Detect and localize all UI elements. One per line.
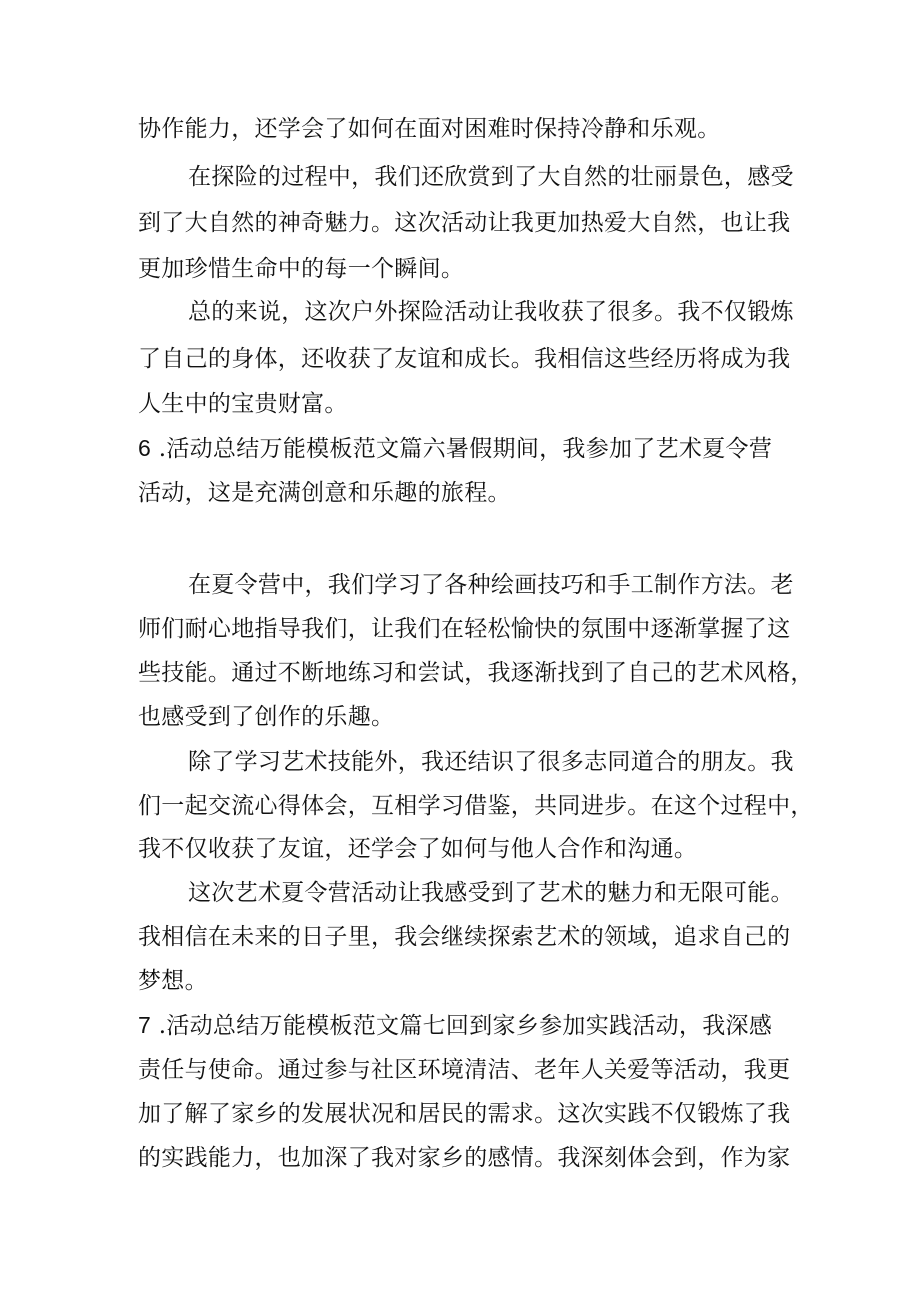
paragraph-line: 也感受到了创作的乐趣。 bbox=[138, 704, 395, 730]
paragraph-line: 了自己的身体，还收获了友谊和成长。我相信这些经历将成为我 bbox=[138, 346, 791, 372]
paragraph-line: 梦想。 bbox=[138, 968, 208, 994]
paragraph-line: 我相信在未来的日子里，我会继续探索艺术的领域，追求自己的 bbox=[138, 924, 791, 950]
paragraph-line: 在探险的过程中，我们还欣赏到了大自然的壮丽景色，感受 bbox=[188, 164, 794, 190]
paragraph-line: 活动，这是充满创意和乐趣的旅程。 bbox=[138, 480, 511, 506]
section-heading-text: .活动总结万能模板范文篇七回到家乡参加实践活动，我深感 bbox=[158, 1013, 773, 1039]
section-number: 6 bbox=[138, 435, 152, 461]
paragraph-line: 们一起交流心得体会，互相学习借鉴，共同进步。在这个过程中， bbox=[138, 793, 814, 819]
paragraph-line: 的实践能力，也加深了我对家乡的感情。我深刻体会到，作为家 bbox=[138, 1145, 791, 1171]
paragraph-line: 协作能力，还学会了如何在面对困难时保持冷静和乐观。 bbox=[138, 116, 721, 142]
section-heading-text: .活动总结万能模板范文篇六暑假期间，我参加了艺术夏令营 bbox=[158, 436, 773, 462]
section-number: 7 bbox=[138, 1012, 152, 1038]
paragraph-line: 我不仅收获了友谊，还学会了如何与他人合作和沟通。 bbox=[138, 836, 698, 862]
paragraph-line: 在夏令营中，我们学习了各种绘画技巧和手工制作方法。老 bbox=[188, 572, 794, 598]
paragraph-line: 师们耐心地指导我们，让我们在轻松愉快的氛围中逐渐掌握了这 bbox=[138, 616, 791, 642]
paragraph-line: 到了大自然的神奇魅力。这次活动让我更加热爱大自然，也让我 bbox=[138, 210, 791, 236]
paragraph-line: 些技能。通过不断地练习和尝试，我逐渐找到了自己的艺术风格， bbox=[138, 660, 814, 686]
section-heading-line bbox=[138, 1010, 788, 1041]
section-heading-line bbox=[138, 433, 788, 464]
paragraph-line: 更加珍惜生命中的每一个瞬间。 bbox=[138, 256, 465, 282]
paragraph-line: 加了解了家乡的发展状况和居民的需求。这次实践不仅锻炼了我 bbox=[138, 1101, 791, 1127]
paragraph-line: 总的来说，这次户外探险活动让我收获了很多。我不仅锻炼 bbox=[188, 299, 794, 325]
paragraph-line: 这次艺术夏令营活动让我感受到了艺术的魅力和无限可能。 bbox=[188, 880, 794, 906]
paragraph-line: 除了学习艺术技能外，我还结识了很多志同道合的朋友。我 bbox=[188, 749, 794, 775]
paragraph-line: 责任与使命。通过参与社区环境清洁、老年人关爱等活动，我更 bbox=[138, 1057, 791, 1083]
paragraph-line: 人生中的宝贵财富。 bbox=[138, 391, 348, 417]
